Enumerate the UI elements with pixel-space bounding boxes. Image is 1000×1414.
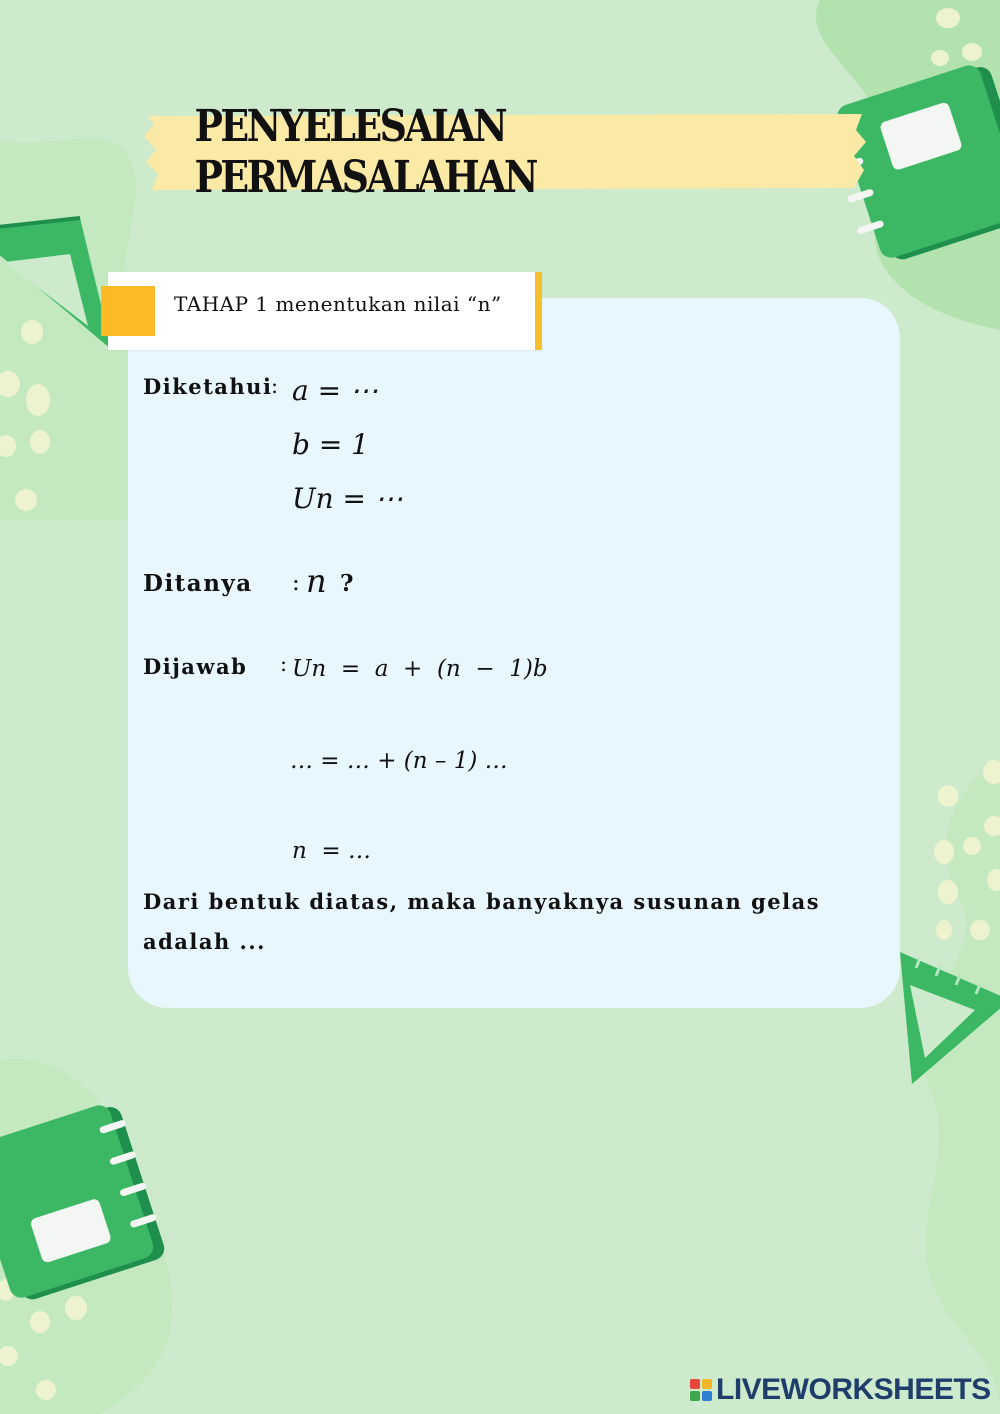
title-banner bbox=[144, 101, 866, 203]
step-label-text: TAHAP 1 menentukan nilai “n” bbox=[174, 292, 502, 316]
ditanya-colon: : bbox=[292, 570, 300, 596]
diketahui-colon: : bbox=[271, 374, 279, 398]
page-title: PENYELESAIAN PERMASALAHAN bbox=[194, 101, 536, 203]
asked-n-value: n bbox=[306, 562, 327, 600]
logo-brand-text: LIVEWORKSHEETS bbox=[716, 1373, 991, 1406]
logo-square-l bbox=[690, 1379, 700, 1389]
formula-line: Un = a + (n − 1)b bbox=[292, 656, 548, 682]
logo-square-i bbox=[702, 1379, 712, 1389]
liveworksheets-logo bbox=[690, 1372, 991, 1408]
step-label-accent-bar bbox=[535, 272, 542, 350]
logo-square-e bbox=[702, 1391, 712, 1401]
diketahui-label: Diketahui bbox=[143, 374, 273, 399]
conclusion-text: Dari bentuk diatas, maka banyaknya susunan gelas adalah ... bbox=[143, 889, 821, 954]
known-a-value: a = ⋯ bbox=[292, 374, 378, 407]
step-marker-square bbox=[101, 286, 155, 336]
known-un-value: Un = ⋯ bbox=[292, 482, 403, 515]
known-b-value: b = 1 bbox=[292, 428, 369, 461]
dijawab-label: Dijawab bbox=[143, 654, 248, 679]
result-line: n = … bbox=[292, 838, 372, 864]
dijawab-colon: : bbox=[280, 652, 288, 676]
logo-squares-icon bbox=[690, 1379, 712, 1401]
ditanya-label: Ditanya bbox=[143, 570, 253, 597]
blob-right-middle bbox=[924, 760, 1000, 1414]
question-mark: ? bbox=[340, 570, 354, 597]
logo-square-v bbox=[690, 1391, 700, 1401]
substitution-line: … = … + (n – 1) … bbox=[290, 748, 508, 774]
